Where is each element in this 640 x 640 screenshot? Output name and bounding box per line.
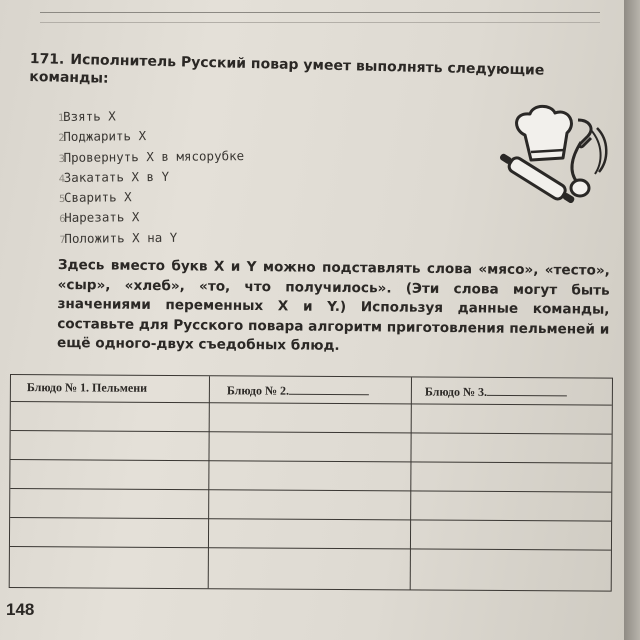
table-row[interactable] [10, 517, 611, 522]
header-dish-3-label: Блюдо № 3. [424, 384, 488, 399]
column-divider [208, 376, 210, 588]
column-divider [410, 377, 412, 589]
table-row[interactable] [10, 459, 611, 464]
command-number: 5 [58, 194, 66, 206]
page-edge [624, 0, 640, 640]
header-dish-2-label: Блюдо № 2. [226, 383, 290, 398]
command-number: 3 [58, 153, 65, 165]
table-row[interactable] [11, 430, 612, 435]
command-item [59, 208, 245, 230]
dish-2-name-field[interactable] [289, 382, 369, 395]
answer-table [9, 374, 613, 592]
command-item [59, 167, 245, 189]
command-item [58, 126, 244, 148]
command-text: Провернуть X в мясорубке [63, 147, 245, 165]
command-number: 6 [59, 214, 66, 226]
header-dish-3 [425, 383, 567, 401]
command-item [58, 106, 244, 128]
command-text: Положить X на Y [64, 229, 178, 246]
command-item [59, 228, 245, 250]
task-statement [29, 50, 605, 99]
task-description: Здесь вместо букв X и Y можно подставлять слова «мясо», «тесто», «сыр», «хлеб», «то, что получилось». (Эти слова могут быть значениями переменных X и Y.) Используя данные команды, составьте для Русского повара алгоритм приготовления пельменей и ещё одного-двух съедобных блюд. [57, 256, 610, 355]
header-dish-1: Блюдо № 1. Пельмени [26, 380, 148, 395]
command-text: Взять X [63, 108, 116, 124]
top-divider [40, 12, 600, 13]
command-text: Сварить X [63, 189, 132, 206]
command-number: 2 [58, 133, 65, 145]
table-row[interactable] [10, 488, 611, 493]
command-list [58, 106, 245, 250]
command-item [59, 187, 245, 209]
dish-3-name-field[interactable] [487, 383, 567, 396]
chef-hat-rolling-pin-icon [485, 100, 620, 215]
command-text: Закатать X в Y [63, 168, 170, 185]
table-row[interactable] [10, 546, 611, 551]
header-dish-2 [227, 381, 369, 399]
task-text: Исполнитель Русский повар умеет выполнять следующие команды: [29, 51, 545, 87]
command-number: 1 [58, 112, 65, 124]
task-number: 171. [29, 50, 65, 68]
command-item [58, 147, 244, 169]
command-number: 4 [58, 173, 66, 185]
command-number: 7 [59, 234, 66, 246]
top-divider-secondary [40, 22, 600, 23]
page-number: 148 [6, 600, 35, 619]
command-text: Поджарить X [63, 128, 147, 145]
table-row[interactable] [11, 401, 612, 406]
command-text: Нарезать X [64, 209, 140, 226]
